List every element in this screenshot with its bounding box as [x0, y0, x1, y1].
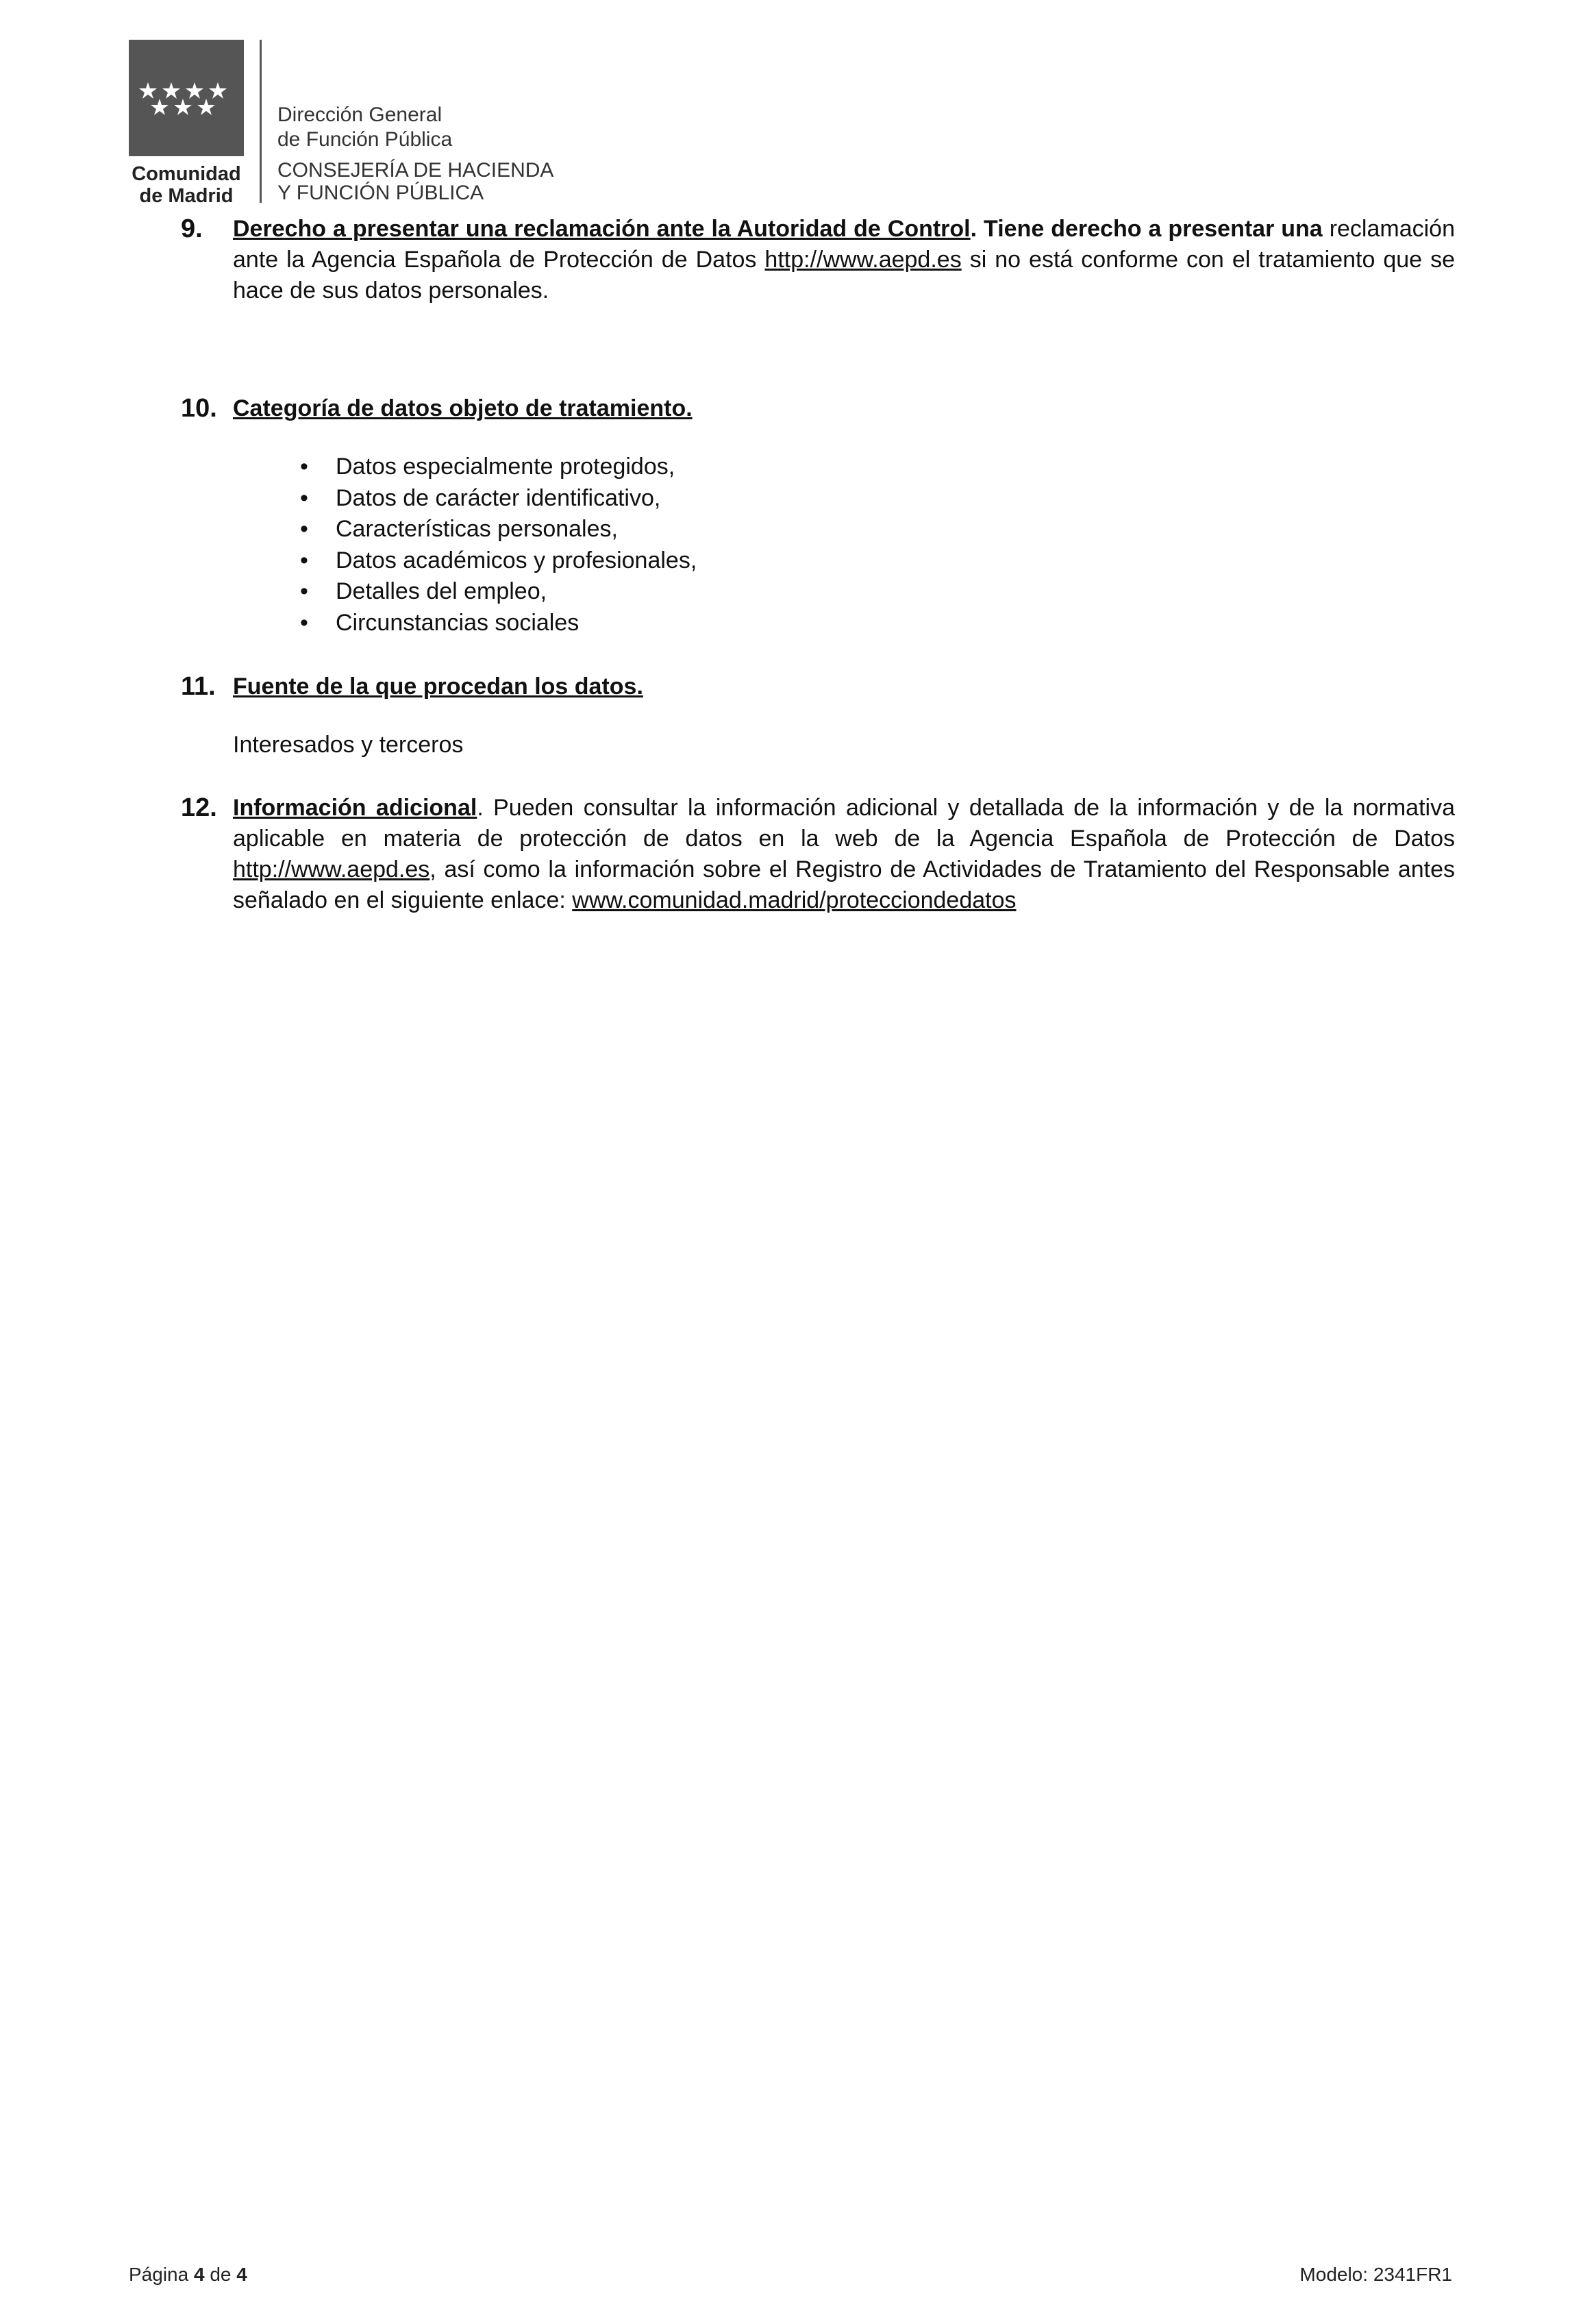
page-current: 4	[193, 2264, 205, 2285]
page-of: de	[204, 2264, 237, 2285]
aepd-link[interactable]: http://www.aepd.es	[233, 856, 430, 882]
section-text: reclamación ante la Agencia Española de Protección de Datos	[233, 216, 1455, 273]
list-item: • Datos académicos y profesionales,	[233, 545, 1455, 577]
model-code: Modelo: 2341FR1	[1299, 2264, 1452, 2285]
aepd-link[interactable]: http://www.aepd.es	[764, 247, 962, 273]
dept-line-2: de Función Pública	[277, 128, 453, 151]
department-name	[277, 103, 452, 152]
list-item: • Datos especialmente protegidos,	[233, 452, 1455, 483]
proteccion-datos-link[interactable]: www.comunidad.madrid/protecciondedatos	[572, 887, 1017, 913]
section-10	[181, 393, 1455, 639]
section-12	[181, 793, 1455, 916]
section-bold-text: . Tiene derecho a presentar una	[970, 216, 1323, 242]
section-text: si no está conforme con el tratamiento que se hace de sus datos personales.	[233, 247, 1455, 304]
dept-line-1: Dirección General	[277, 103, 443, 126]
page-total: 4	[236, 2264, 247, 2285]
section-number: 12.	[181, 793, 217, 822]
section-body	[233, 671, 1455, 761]
consejeria-line-2: Y FUNCIÓN PÚBLICA	[277, 182, 484, 204]
section-number: 11.	[181, 672, 216, 701]
list-item: • Detalles del empleo,	[233, 576, 1455, 608]
section-9	[181, 214, 1455, 306]
list-item: • Características personales,	[233, 514, 1455, 545]
page-number	[129, 2264, 247, 2286]
data-category-list	[233, 452, 1455, 639]
section-number: 10.	[181, 394, 217, 423]
section-body	[233, 214, 1455, 306]
section-11	[181, 671, 1455, 761]
brand-name	[129, 163, 244, 207]
section-text: . Pueden consultar la información adicional y detallada de la información y de la normativa aplicable en materia de protección de datos en la web de la Agencia Española de Protección de Datos	[233, 795, 1456, 852]
section-body	[233, 793, 1455, 916]
section-title: Información adicional	[233, 795, 477, 821]
madrid-flag-icon	[129, 40, 244, 156]
list-item: • Datos de carácter identificativo,	[233, 483, 1455, 515]
section-title: Fuente de la que procedan los datos.	[233, 673, 643, 700]
section-body	[233, 393, 1455, 639]
section-text: , así como la información sobre el Registro de Actividades de Tratamiento del Responsable antes señalado en el siguiente enlace:	[233, 856, 1455, 913]
list-item: • Circunstancias sociales	[233, 608, 1455, 639]
header-divider	[260, 40, 262, 203]
section-text: Interesados y terceros	[233, 732, 464, 758]
section-title: Categoría de datos objeto de tratamiento.	[233, 395, 693, 421]
consejeria-line-1: CONSEJERÍA DE HACIENDA	[277, 159, 554, 182]
brand-line-1: Comunidad	[132, 163, 241, 185]
brand-line-2: de Madrid	[139, 185, 234, 207]
section-title: Derecho a presentar una reclamación ante la Autoridad de Control	[233, 216, 971, 242]
consejeria-name	[277, 159, 553, 204]
section-number: 9.	[181, 214, 203, 243]
page-prefix: Página	[129, 2264, 194, 2285]
